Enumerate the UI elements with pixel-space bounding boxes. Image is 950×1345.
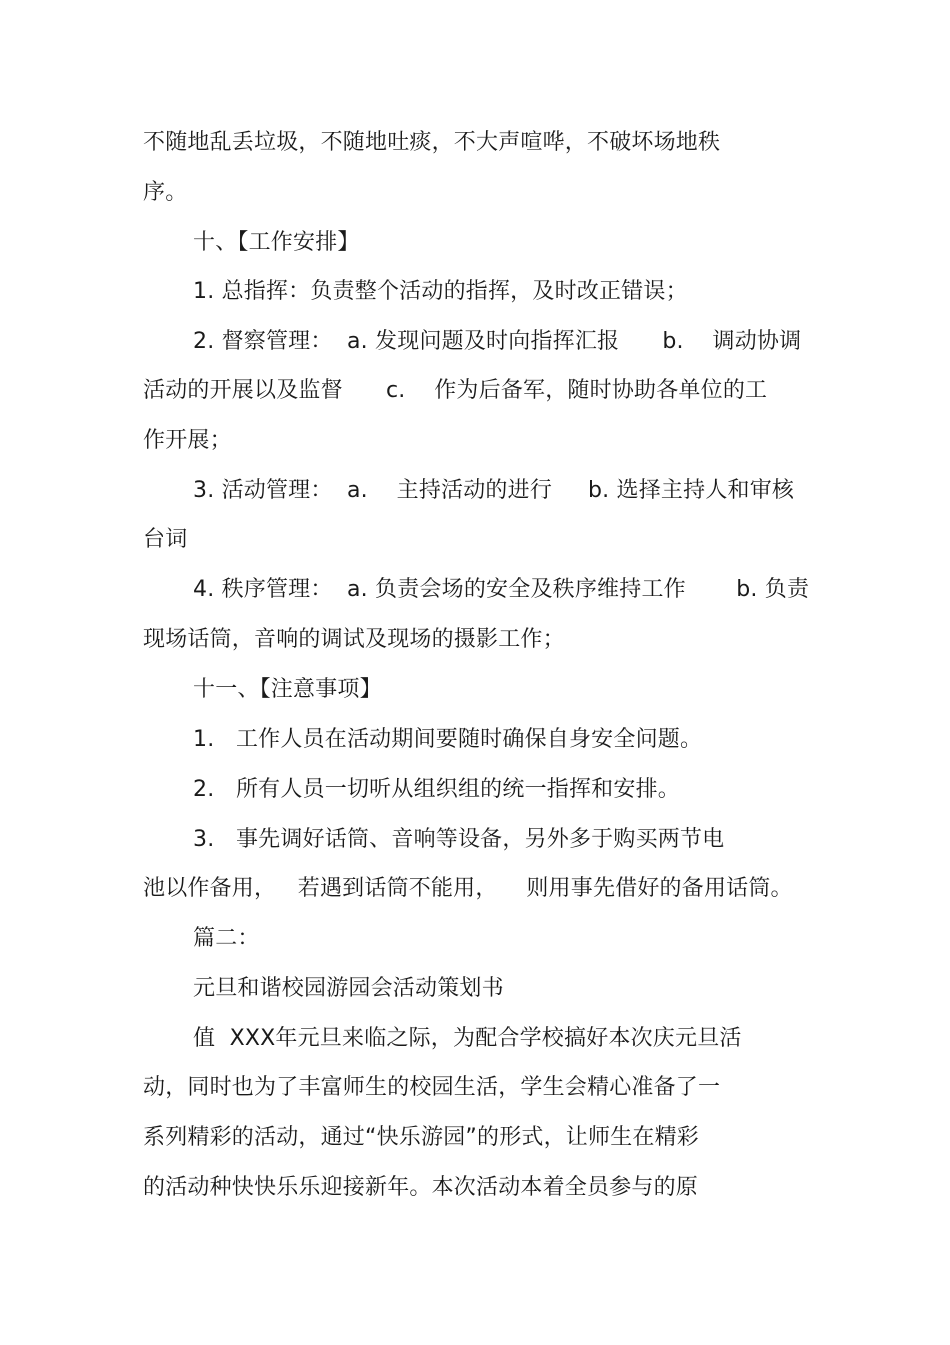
text-line: 篇二： — [193, 926, 260, 951]
text-line: 3. 事先调好话筒、音响等设备，另外多于购买两节电 — [193, 827, 725, 852]
text-line: 3. 活动管理： a. 主持活动的进行 b. 选择主持人和审核 — [193, 478, 795, 503]
text-line: 作开展； — [143, 428, 232, 453]
text-line: 的活动种快快乐乐迎接新年。本次活动本着全员参与的原 — [143, 1175, 699, 1200]
text-line: 4. 秩序管理： a. 负责会场的安全及秩序维持工作 b. 负责 — [193, 577, 810, 602]
text-line: 动，同时也为了丰富师生的校园生活，学生会精心准备了一 — [143, 1075, 721, 1100]
text-line: 池以作备用， 若遇到话筒不能用， 则用事先借好的备用话筒。 — [143, 876, 793, 901]
text-line: 台词 — [143, 527, 188, 552]
text-line: 现场话筒，音响的调试及现场的摄影工作； — [143, 627, 565, 652]
document-title: 元旦和谐校园游园会活动策划书 — [193, 976, 504, 1001]
text-line: 系列精彩的活动，通过“快乐游园”的形式，让师生在精彩 — [143, 1125, 699, 1150]
text-line: 2. 督察管理： a. 发现问题及时向指挥汇报 b. 调动协调 — [193, 329, 802, 354]
text-line: 2. 所有人员一切听从组织组的统一指挥和安排。 — [193, 777, 680, 802]
text-line: 不随地乱丢垃圾，不随地吐痰，不大声喧哗，不破坏场地秩 — [143, 130, 721, 155]
text-line: 活动的开展以及监督 c. 作为后备军，随时协助各单位的工 — [143, 378, 768, 403]
text-line: 序。 — [143, 180, 188, 205]
text-line: 1. 总指挥：负责整个活动的指挥，及时改正错误； — [193, 279, 688, 304]
text-line: 值 XXX年元旦来临之际，为配合学校搞好本次庆元旦活 — [193, 1026, 742, 1051]
text-line: 1. 工作人员在活动期间要随时确保自身安全问题。 — [193, 727, 703, 752]
section-heading: 十、【工作安排】 — [193, 230, 360, 255]
section-heading: 十一、【注意事项】 — [193, 677, 382, 702]
